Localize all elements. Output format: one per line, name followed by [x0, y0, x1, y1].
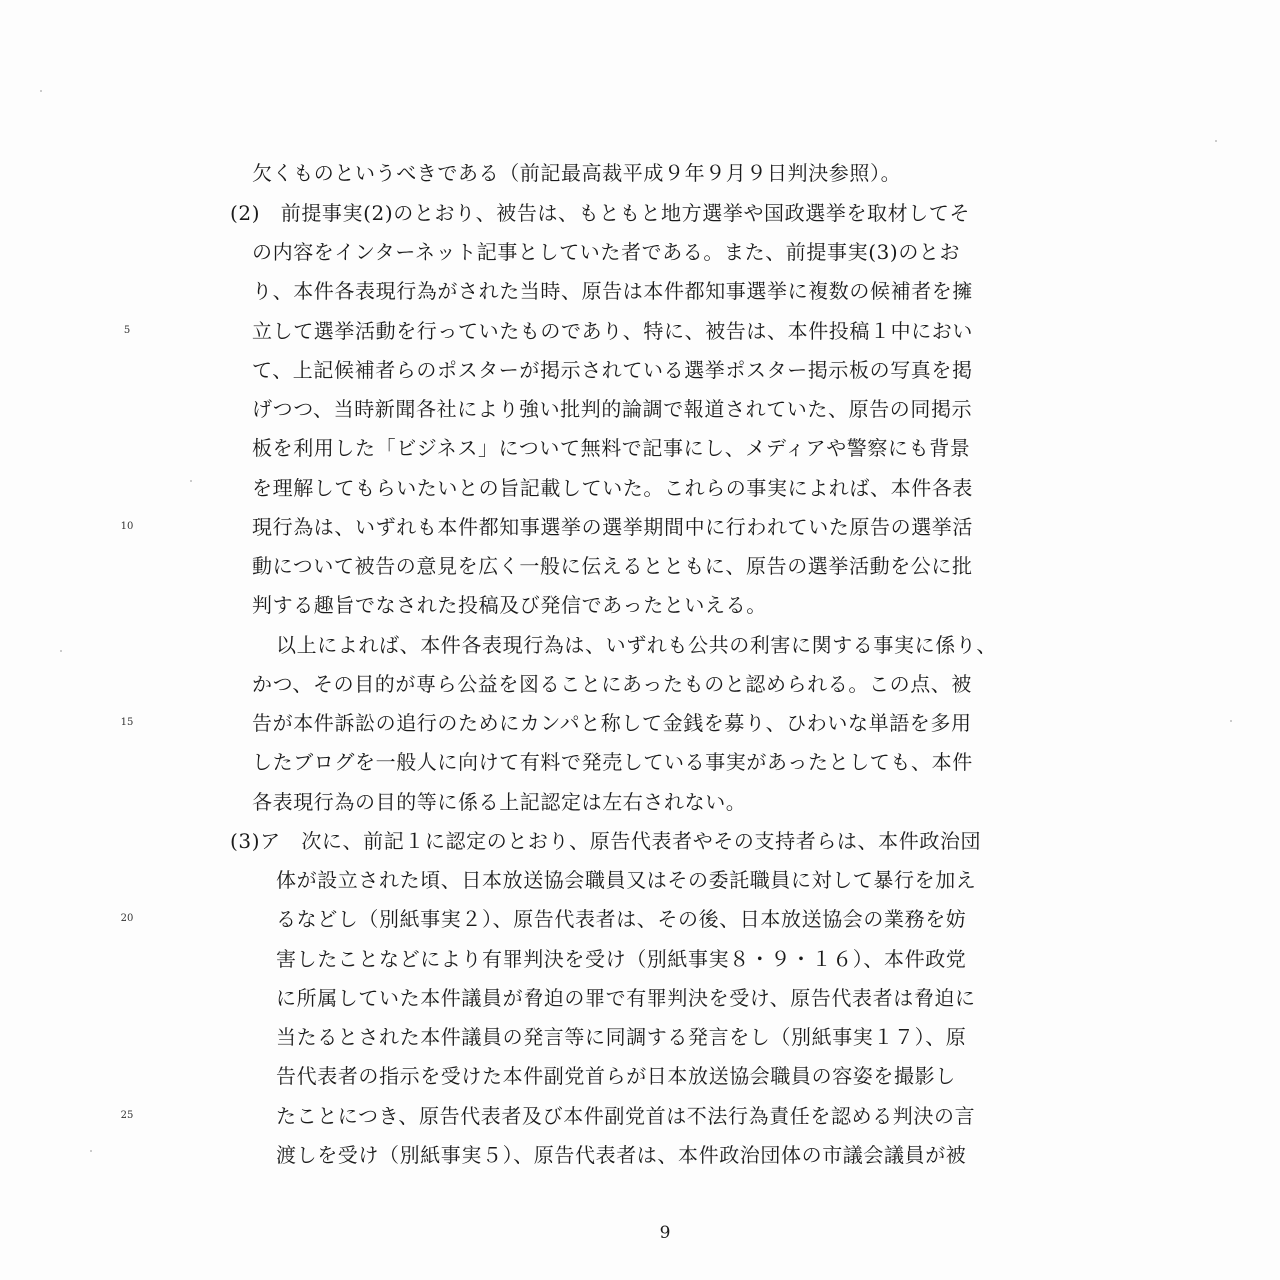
text-line: 当たるとされた本件議員の発言等に同調する発言をし（別紙事実１７）、原 — [276, 1025, 967, 1049]
text-line: り、本件各表現行為がされた当時、原告は本件都知事選挙に複数の候補者を擁 — [252, 279, 973, 303]
text-line: 告代表者の指示を受けた本件副党首らが日本放送協会職員の容姿を撮影し — [276, 1064, 956, 1088]
scan-speck — [60, 650, 62, 652]
text-line: かつ、その目的が専ら公益を図ることにあったものと認められる。この点、被 — [252, 672, 972, 696]
line-number: 20 — [120, 913, 134, 924]
scan-speck — [190, 480, 192, 482]
text-line: 各表現行為の目的等に係る上記認定は左右されない。 — [252, 790, 747, 814]
text-line: したブログを一般人に向けて有料で発売している事実があったとしても、本件 — [252, 750, 973, 774]
scan-speck — [1230, 720, 1232, 722]
text-line: 現行為は、いずれも本件都知事選挙の選挙期間中に行われていた原告の選挙活 — [252, 515, 973, 539]
text-line: るなどし（別紙事実２）、原告代表者は、その後、日本放送協会の業務を妨 — [276, 907, 967, 931]
text-line: 欠くものというべきである（前記最高裁平成９年９月９日判決参照）。 — [252, 161, 902, 185]
text-line: 立して選挙活動を行っていたものであり、特に、被告は、本件投稿１中におい — [252, 319, 973, 343]
page-number: 9 — [659, 1223, 671, 1243]
text-line: 体が設立された頃、日本放送協会職員又はその委託職員に対して暴行を加え — [276, 868, 977, 892]
text-line: (3)ア 次に、前記１に認定のとおり、原告代表者やその支持者らは、本件政治団 — [230, 829, 982, 853]
text-line: の内容をインターネット記事としていた者である。また、前提事実(3)のとお — [252, 240, 961, 264]
text-line: (2) 前提事実(2)のとおり、被告は、もともと地方選挙や国政選挙を取材してそ — [230, 201, 971, 225]
line-number: 10 — [120, 521, 134, 532]
text-line: を理解してもらいたいとの旨記載していた。これらの事実によれば、本件各表 — [252, 476, 973, 500]
line-number: 5 — [123, 325, 131, 336]
text-line: げつつ、当時新聞各社により強い批判的論調で報道されていた、原告の同掲示 — [252, 397, 973, 421]
scan-speck — [1215, 140, 1217, 142]
line-number: 15 — [120, 717, 134, 728]
text-line: 判する趣旨でなされた投稿及び発信であったといえる。 — [252, 593, 767, 617]
text-line: 動について被告の意見を広く一般に伝えるとともに、原告の選挙活動を公に批 — [252, 554, 973, 578]
text-line: 害したことなどにより有罪判決を受け（別紙事実８・９・１６）、本件政党 — [276, 947, 967, 971]
scan-speck — [40, 90, 42, 92]
text-line: たことにつき、原告代表者及び本件副党首は不法行為責任を認める判決の言 — [276, 1104, 976, 1128]
text-line: 渡しを受け（別紙事実５）、原告代表者は、本件政治団体の市議会議員が被 — [276, 1143, 967, 1167]
text-line: 以上によれば、本件各表現行為は、いずれも公共の利害に関する事実に係り、 — [276, 633, 997, 657]
line-number: 25 — [120, 1110, 134, 1121]
scan-speck — [90, 1150, 92, 1152]
text-line: 板を利用した「ビジネス」について無料で記事にし、メディアや警察にも背景 — [252, 436, 971, 460]
text-line: に所属していた本件議員が脅迫の罪で有罪判決を受け、原告代表者は脅迫に — [276, 986, 976, 1010]
text-line: て、上記候補者らのポスターが掲示されている選挙ポスター掲示板の写真を掲 — [252, 358, 973, 382]
text-line: 告が本件訴訟の追行のためにカンパと称して金銭を募り、ひわいな単語を多用 — [252, 711, 972, 735]
